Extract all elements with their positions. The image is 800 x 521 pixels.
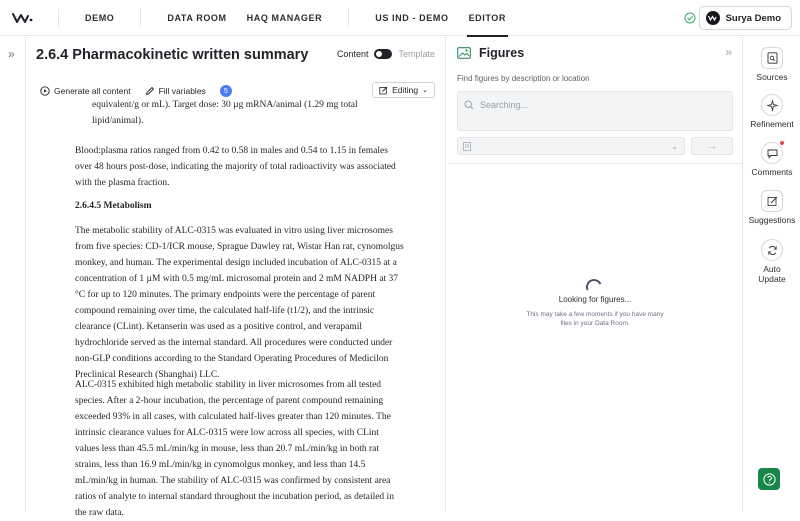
arrow-right-icon: → [706, 140, 718, 152]
sparkle-icon [761, 94, 783, 116]
find-figures-label: Find figures by description or location [457, 74, 590, 83]
figures-panel [447, 37, 743, 512]
variables-count-badge: 5 [220, 85, 232, 97]
document-title: 2.6.4 Pharmacokinetic written summary [36, 47, 309, 63]
expand-left-icon[interactable]: » [8, 47, 15, 61]
clipped-paragraph-continuation: lipid/animal). [92, 116, 144, 126]
play-circle-icon [40, 86, 50, 96]
avatar [706, 11, 720, 25]
document-editor [26, 37, 446, 518]
generate-all-button[interactable] [40, 86, 131, 96]
user-menu-button[interactable] [699, 6, 792, 30]
comments-button[interactable] [744, 142, 800, 177]
sources-icon [761, 47, 783, 69]
image-icon [457, 47, 471, 59]
chevron-down-icon: ⌄ [422, 87, 428, 94]
nav-us-ind-demo[interactable]: US IND - DEMO [375, 12, 449, 23]
document-body[interactable] [26, 100, 446, 518]
suggestions-button[interactable] [744, 190, 800, 225]
left-rail [0, 37, 26, 512]
looking-status: Looking for figures... [558, 295, 632, 304]
generate-all-label: Generate all content [54, 86, 131, 96]
top-navbar [0, 0, 800, 36]
mode-switch [337, 49, 435, 59]
search-submit-button[interactable] [691, 137, 733, 155]
figures-title: Figures [479, 46, 525, 60]
section-heading-metabolism: 2.6.4.5 Metabolism [75, 201, 152, 211]
collapse-panel-icon[interactable]: » [725, 45, 732, 59]
editing-mode-dropdown[interactable] [372, 82, 435, 98]
comment-icon [761, 142, 783, 164]
sources-button[interactable] [744, 47, 800, 82]
comments-label: Comments [751, 167, 793, 177]
auto-update-label: Auto Update [758, 264, 786, 284]
pencil-icon [145, 86, 155, 96]
nav-editor[interactable]: EDITOR [459, 0, 516, 36]
paragraph-blood-plasma: Blood:plasma ratios ranged from 0.42 to 0.58 in males and 0.54 to 1.15 in females over 48 hours post-dose, indicating the majority of total radioactivity was associated with the plasma fraction. [75, 146, 396, 188]
help-button[interactable] [758, 468, 780, 490]
edit-square-icon [379, 86, 388, 95]
sources-label: Sources [756, 72, 788, 82]
mode-content-label: Content [336, 49, 369, 59]
user-logo-icon [708, 15, 717, 21]
clipped-paragraph-line: equivalent/g or mL). Target dose: 30 µg mRNA/animal (1.29 mg total [92, 100, 358, 110]
nav-demo[interactable]: DEMO [85, 12, 115, 23]
paragraph-metabolism-1: The metabolic stability of ALC-0315 was evaluated in vitro using liver microsomes from five species: CD-1/ICR mouse, Sprague Dawley rat, Wistar Han rat, cynomolgus monkey, and human. The experimental design included incubation of ALC-0315 at a concentration of 1 µM with 0.5 mg/mL microsomal protein and 2 mM NADPH at 37 °C for up to 120 minutes. The primary endpoints were the percentage of parent compound remaining over time, the calculated half-life (t1/2), and the intrinsic clearance (CLint). Ketanserin was used as a positive control, and verapamil hydrochloride served as the internal standard. All procedures were conducted under non-GLP conditions according to the Standard Operating Procedures of Medicilon Preclinical Research (Shanghai) LLC. [75, 226, 404, 380]
nav-haq-manager[interactable]: HAQ MANAGER [246, 12, 323, 23]
chevron-down-icon: ⌄ [671, 142, 678, 151]
mode-template-label: Template [398, 49, 435, 59]
app-logo[interactable] [12, 11, 42, 25]
auto-update-button[interactable] [744, 239, 800, 284]
nav-divider [348, 9, 349, 27]
help-icon [763, 473, 776, 486]
notification-dot [780, 141, 784, 145]
refinement-button[interactable] [744, 94, 800, 129]
refinement-label: Refinement [750, 119, 794, 129]
suggestions-label: Suggestions [748, 215, 796, 225]
search-placeholder: Searching... [480, 100, 529, 110]
content-template-toggle[interactable] [374, 49, 392, 59]
document-icon [463, 142, 471, 151]
fill-variables-label: Fill variables [158, 86, 206, 96]
nav-divider [58, 9, 59, 27]
looking-hint: This may take a few moments if you have many files in your Data Room. [526, 311, 664, 327]
fill-variables-button[interactable] [145, 86, 206, 96]
nav-divider [140, 9, 141, 27]
figures-header [447, 37, 743, 69]
editing-label: Editing [392, 85, 419, 95]
figure-search-input[interactable] [457, 91, 733, 131]
right-rail [744, 37, 800, 512]
search-icon [464, 100, 474, 110]
user-name: Surya Demo [725, 12, 781, 24]
suggestion-edit-icon [761, 190, 783, 212]
paragraph-metabolism-2: ALC-0315 exhibited high metabolic stability in liver microsomes from all tested species. After a 2-hour incubation, the percentage of parent compound remaining exceeded 93% in all cases, with calculated half-lives greater than 120 minutes. The intrinsic clearance values for ALC-0315 were low across all species, with CLint values less than 45.5 mL/min/kg in mouse, less than 20.7 mL/min/kg in both rat strains, less than 16.9 mL/min/kg in cynomolgus monkey, and less than 14.5 mL/min/kg in human. The stability of ALC-0315 was confirmed by consistent area ratios of analyte to internal standard throughout the incubation period, as detailed in the raw data. [75, 380, 394, 518]
nav-data-room[interactable]: DATA ROOM [167, 12, 227, 23]
logo-icon [12, 11, 34, 25]
refresh-icon [761, 239, 783, 261]
saved-check-icon [684, 12, 696, 24]
location-select[interactable] [457, 137, 685, 155]
panel-divider [447, 163, 743, 164]
